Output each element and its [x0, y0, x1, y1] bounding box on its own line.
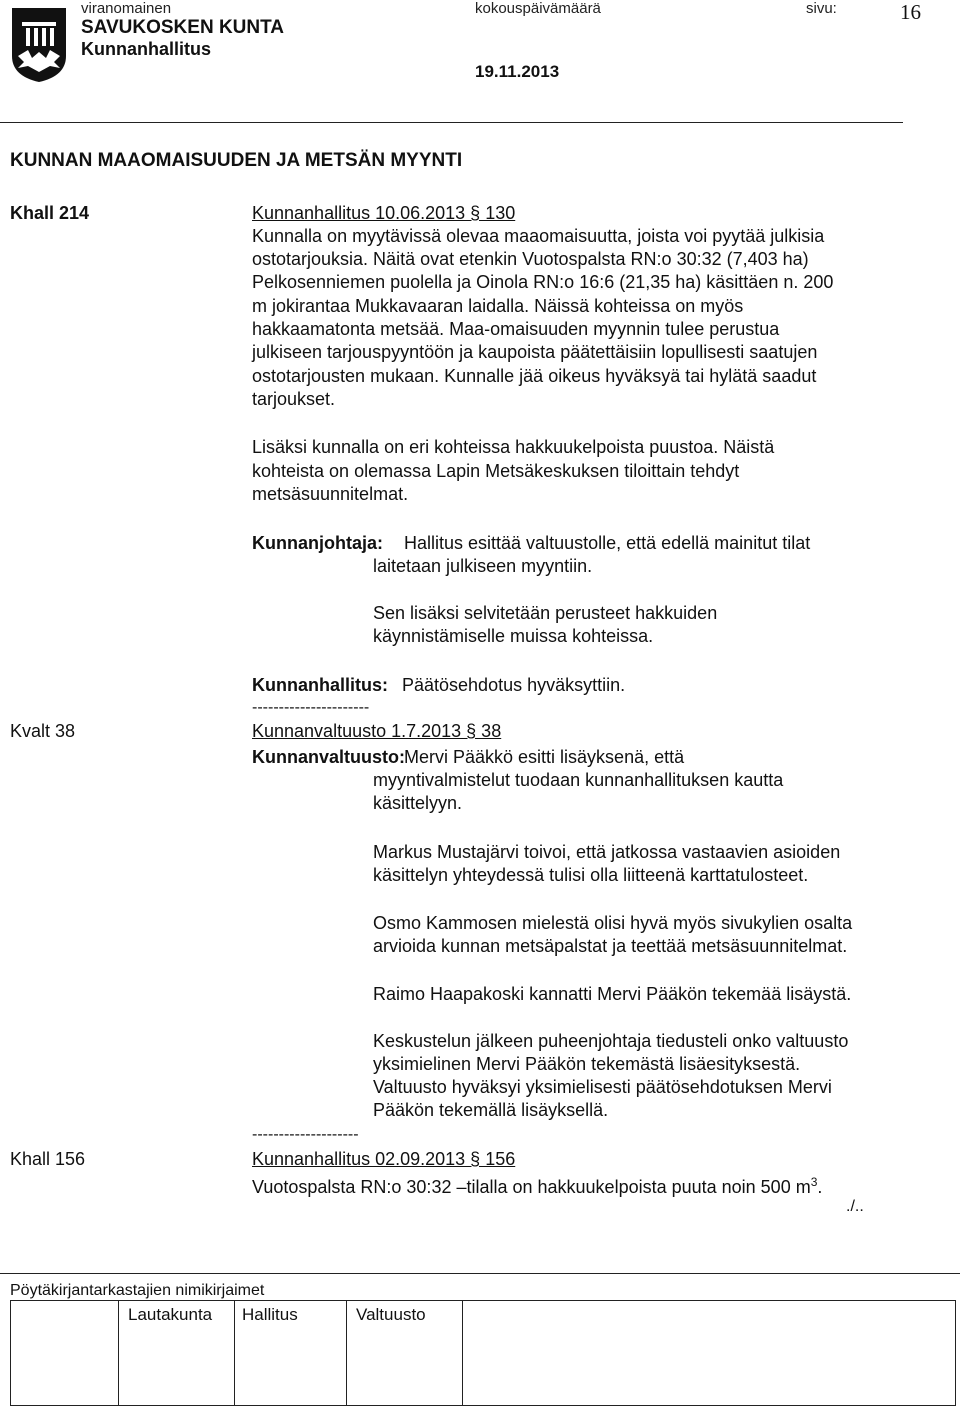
- osmo-line: arvioida kunnan metsäpalstat ja teettää metsäsuunnitelmat.: [373, 936, 848, 956]
- text-line: metsäsuunnitelmat.: [252, 484, 409, 504]
- continuation-mark: ./..: [846, 1198, 864, 1215]
- text-line: Kunnalla on myytävissä olevaa maaomaisuutta, joista voi pyytää julkisia: [252, 226, 825, 246]
- table-divider: [346, 1300, 347, 1406]
- proposal-line: Hallitus esittää valtuustolle, että edellä mainitut tilat: [404, 533, 811, 553]
- council-line: myyntivalmistelut tuodaan kunnanhallituksen kautta: [373, 770, 784, 790]
- footer-rule: [0, 1273, 960, 1274]
- table-divider: [234, 1300, 235, 1406]
- proposal-extra-line: käynnistämiselle muissa kohteissa.: [373, 626, 654, 646]
- proposal-extra-line: Sen lisäksi selvitetään perusteet hakkuiden: [373, 603, 718, 623]
- margin-label-khall-156: Khall 156: [10, 1149, 86, 1169]
- text-line: julkiseen tarjouspyyntöön ja kaupoista päätettäisiin lopullisesti saatujen: [252, 342, 818, 362]
- text-line: tarjoukset.: [252, 389, 336, 409]
- section1-reference: Kunnanhallitus 10.06.2013 § 130: [252, 203, 516, 223]
- footer-col-hallitus: Hallitus: [242, 1305, 298, 1324]
- final-line: Keskustelun jälkeen puheenjohtaja tiedusteli onko valtuusto: [373, 1031, 849, 1051]
- final-line: yksimielinen Mervi Pääkön tekemästä lisäesityksestä.: [373, 1054, 801, 1074]
- meeting-date: 19.11.2013: [475, 62, 560, 81]
- footer-heading: Pöytäkirjantarkastajien nimikirjaimet: [10, 1282, 265, 1299]
- page-number: 16: [900, 0, 921, 24]
- header-label-page: sivu:: [806, 0, 837, 17]
- footer-col-valtuusto: Valtuusto: [356, 1305, 426, 1324]
- council-line: Mervi Pääkkö esitti lisäyksenä, että: [404, 747, 685, 767]
- text-line: Pelkosenniemen puolella ja Oinola RN:o 16:6 (21,35 ha) käsittäen n. 200: [252, 272, 834, 292]
- final-line: Pääkön tekemällä lisäyksellä.: [373, 1100, 609, 1120]
- markus-line: Markus Mustajärvi toivoi, että jatkossa vastaavien asioiden: [373, 842, 841, 862]
- table-divider: [118, 1300, 119, 1406]
- margin-label-kvalt-38: Kvalt 38: [10, 721, 76, 741]
- organization-name: SAVUKOSKEN KUNTA: [81, 17, 285, 38]
- separator-line: --------------------: [252, 1126, 359, 1143]
- text-line: ostotarjouksia. Näitä ovat etenkin Vuotospalsta RN:o 30:32 (7,403 ha): [252, 249, 809, 269]
- document-title: KUNNAN MAAOMAISUUDEN JA METSÄN MYYNTI: [10, 150, 463, 171]
- decision-text: Päätösehdotus hyväksyttiin.: [402, 675, 626, 695]
- superscript: 3: [810, 1175, 818, 1189]
- text-line: hakkaamatonta metsää. Maa-omaisuuden myynnin tulee perustua: [252, 319, 780, 339]
- section3-text-row: [252, 1171, 822, 1199]
- header-rule: [0, 122, 903, 123]
- section3-reference: Kunnanhallitus 02.09.2013 § 156: [252, 1149, 516, 1169]
- raimo-line: Raimo Haapakoski kannatti Mervi Pääkön tekemää lisäystä.: [373, 984, 852, 1004]
- table-divider: [462, 1300, 463, 1406]
- header-label-meeting-date: kokouspäivämäärä: [475, 0, 601, 17]
- proposal-label: Kunnanjohtaja:: [252, 533, 383, 553]
- text-line: m jokirantaa Mukkavaaran laidalla. Näissä kohteissa on myös: [252, 296, 744, 316]
- osmo-line: Osmo Kammosen mielestä olisi hyvä myös sivukylien osalta: [373, 913, 853, 933]
- section2-reference: Kunnanvaltuusto 1.7.2013 § 38: [252, 721, 502, 741]
- margin-label-khall-214: Khall 214: [10, 203, 90, 223]
- section3-trailing: .: [817, 1177, 823, 1197]
- section3-text: Vuotospalsta RN:o 30:32 –tilalla on hakkuukelpoista puuta noin 500 m: [252, 1177, 811, 1197]
- coat-of-arms-logo: [10, 6, 68, 89]
- text-line: kohteista on olemassa Lapin Metsäkeskuksen tiloittain tehdyt: [252, 461, 740, 481]
- council-label: Kunnanvaltuusto:: [252, 747, 405, 767]
- organization-unit: Kunnanhallitus: [81, 39, 211, 59]
- footer-col-lautakunta: Lautakunta: [128, 1305, 213, 1324]
- markus-line: käsittelyn yhteydessä tulisi olla liitteenä karttatulosteet.: [373, 865, 809, 885]
- final-line: Valtuusto hyväksyi yksimielisesti päätösehdotuksen Mervi: [373, 1077, 832, 1097]
- separator-line: ----------------------: [252, 699, 370, 716]
- text-line: ostotarjousten mukaan. Kunnalle jää oikeus hyväksyä tai hylätä saadut: [252, 366, 817, 386]
- header-label-authority: viranomainen: [81, 0, 172, 17]
- decision-label: Kunnanhallitus:: [252, 675, 388, 695]
- text-line: Lisäksi kunnalla on eri kohteissa hakkuukelpoista puustoa. Näistä: [252, 437, 775, 457]
- council-line: käsittelyyn.: [373, 793, 463, 813]
- proposal-line: laitetaan julkiseen myyntiin.: [373, 556, 593, 576]
